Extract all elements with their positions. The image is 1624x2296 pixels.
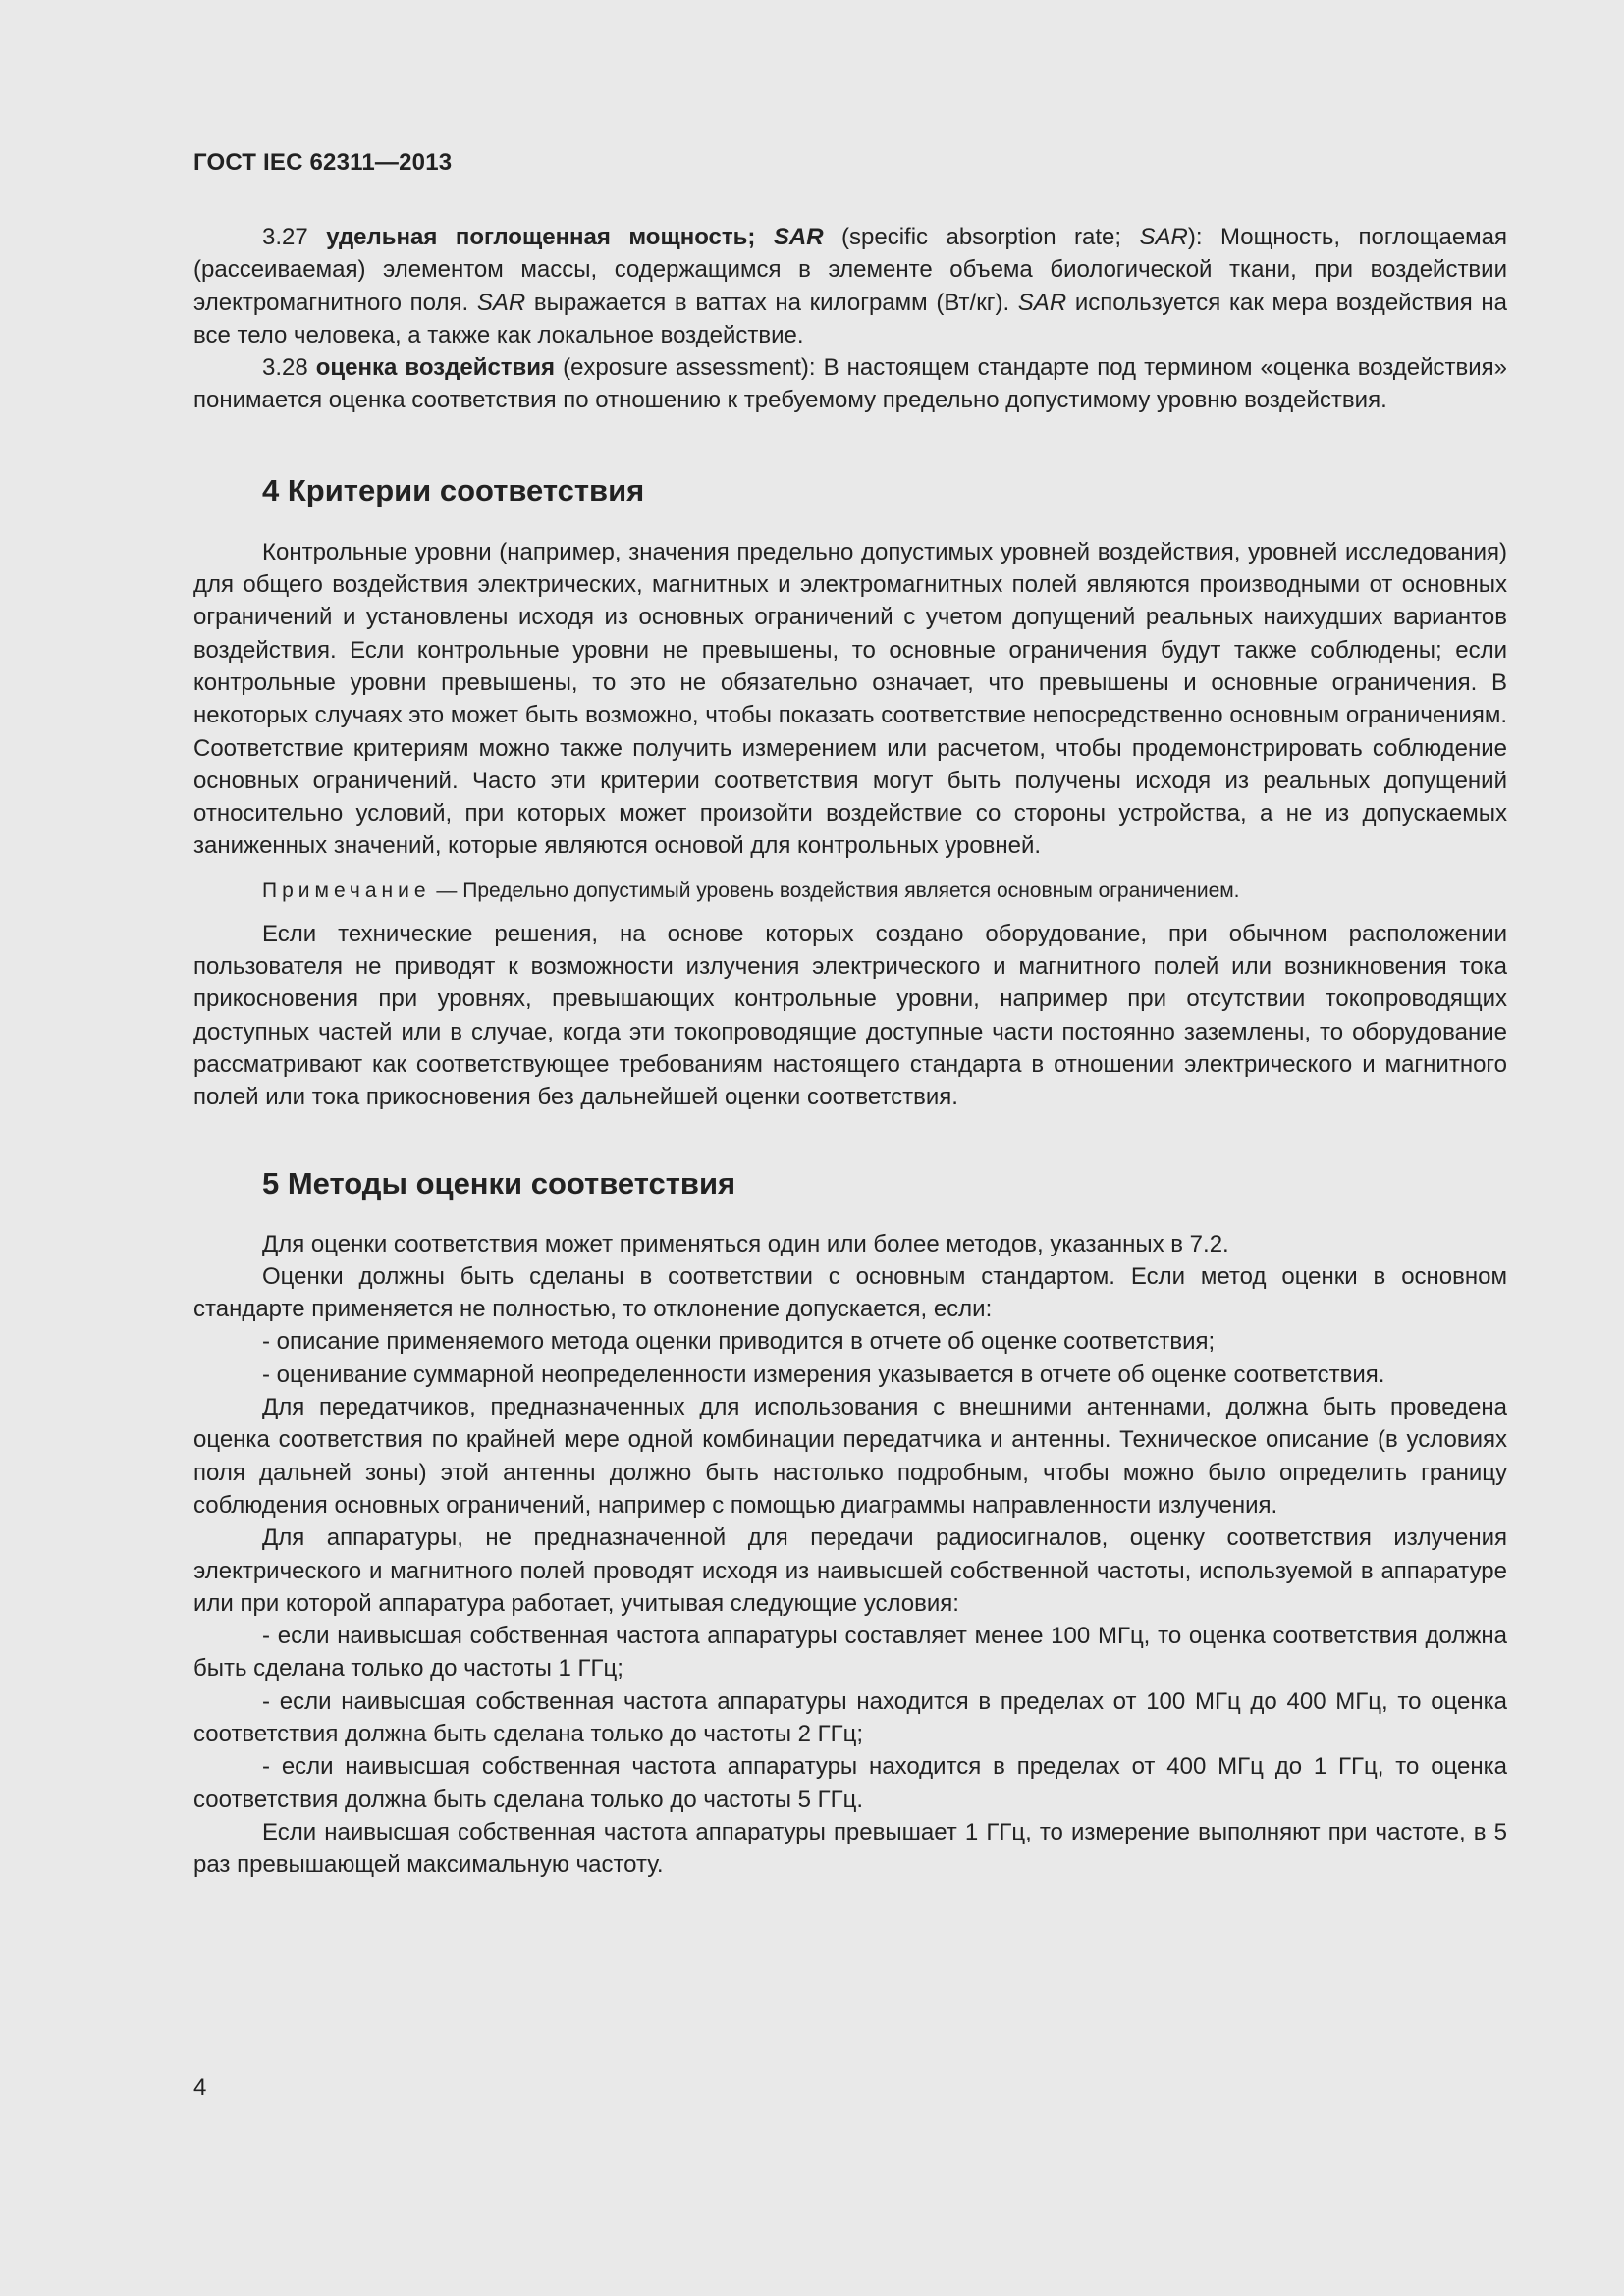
section-5-paragraph: Для аппаратуры, не предназначенной для передачи радиосигналов, оценку соответствия излучения электрического и магнитного полей проводят исходя из наивысшей собственной частоты, используемой в аппаратуре или при которой аппаратура работает, учитывая следующие условия:: [193, 1524, 1507, 1617]
section-4-paragraph-2: Если технические решения, на основе которых создано оборудование, при обычном расположении пользователя не приводят к возможности излучения электрического и магнитного полей или возникновения тока прикосновения при уровнях, превышающих контрольные уровни, например при отсутствии токопроводящих доступных частей или в случае, когда эти токопроводящие доступные части постоянно заземлены, то оборудование рассматривают как соответствующее требованиям настоящего стандарта в отношении электрического и магнитного полей или тока прикосновения без дальнейшей оценки соответствия.: [193, 920, 1507, 1111]
section-5-paragraph: Для передатчиков, предназначенных для использования с внешними антеннами, должна быть проведена оценка соответствия по крайней мере одной комбинации передатчика и антенны. Техническое описание (в условиях поля дальней зоны) этой антенны должно быть настолько подробным, чтобы можно было определить границу соблюдения основных ограничений, например с помощью диаграммы направленности излучения.: [193, 1394, 1507, 1519]
section-4-note: [193, 877, 1507, 906]
section-4-heading: 4 Критерии соответствия: [262, 472, 645, 507]
section-5-paragraph: Оценки должны быть сделаны в соответствии с основным стандартом. Если метод оценки в основном стандарте применяется не полностью, то отклонение допускается, если:: [193, 1262, 1507, 1323]
term-number: 3.27: [262, 224, 308, 250]
section-5-paragraph: Для оценки соответствия может применяться один или более методов, указанных в 7.2.: [262, 1230, 1229, 1257]
section-5-heading: 5 Методы оценки соответствия: [262, 1165, 736, 1201]
term-name: оценка воздействия: [315, 354, 556, 382]
term-name: удельная поглощенная мощность;: [326, 224, 756, 250]
section-5-paragraph: Если наивысшая собственная частота аппаратуры превышает 1 ГГц, то измерение выполняют при частоте, в 5 раз превышающей максимальную частоту.: [193, 1818, 1507, 1879]
section-4-paragraph-1: Контрольные уровни (например, значения предельно допустимых уровней воздействия, уровней исследования) для общего воздействия электрических, магнитных и электромагнитных полей являются производными от основных ограничений и установлены исходя из основных ограничений с учетом допущений реальных наихудших вариантов воздействия. Если контрольные уровни не превышены, то основные ограничения будут также соблюдены; если контрольные уровни превышены, то это не обязательно означает, что превышены и основные ограничения. В некоторых случаях это может быть возможно, чтобы показать соответствие непосредственно основным ограничениям. Соответствие критериям можно также получить измерением или расчетом, чтобы продемонстрировать соблюдение основных ограничений. Часто эти критерии соответствия могут быть получены исходя из реальных допущений относительно условий, при которых может произойти воздействие со стороны устройства, а не из допускаемых заниженных значений, которые являются основой для контрольных уровней.: [193, 538, 1507, 860]
section-5-list-item: - описание применяемого метода оценки приводится в отчете об оценке соответствия;: [262, 1328, 1216, 1356]
page-number: 4: [193, 2074, 207, 2101]
section-5-list-item: - если наивысшая собственная частота аппаратуры находится в пределах от 100 МГц до 400 МГц, то оценка соответствия должна быть сделана только до частоты 2 ГГц;: [193, 1687, 1507, 1747]
note-label: Примечание: [262, 879, 431, 902]
term-definition-part3: используется как мера воздействия на все тело человека, а также как локальное воздействие.: [193, 289, 1507, 348]
section-5-list-item: - оценивание суммарной неопределенности измерения указывается в отчете об оценке соответствия.: [262, 1361, 1385, 1388]
term-definition-part2: выражается в ваттах на килограмм (Вт/кг).: [525, 289, 1018, 316]
note-text: — Предельно допустимый уровень воздействия является основным ограничением.: [430, 879, 1240, 902]
section-5-list-item: - если наивысшая собственная частота аппаратуры составляет менее 100 МГц, то оценка соответствия должна быть сделана только до частоты 1 ГГц;: [193, 1623, 1507, 1682]
term-definition: (exposure assessment): В настоящем стандарте под термином «оценка воздействия» понимается оценка соответствия по отношению к требуемому предельно допустимому уровню воздействия.: [193, 354, 1507, 414]
term-definition-part1: ): Мощность, поглощаемая (рассеиваемая) элементом массы, содержащимся в элементе объема биологической ткани, при воздействии электромагнитного поля.: [193, 224, 1508, 316]
term-definition-sar1: SAR: [476, 289, 526, 316]
term-3-28: [193, 351, 1507, 417]
term-definition-sar2: SAR: [1017, 289, 1067, 316]
section-5-list-item: - если наивысшая собственная частота аппаратуры находится в пределах от 400 МГц до 1 ГГц, то оценка соответствия должна быть сделана только до частоты 5 ГГц.: [193, 1753, 1507, 1813]
document-header: ГОСТ IEC 62311—2013: [193, 149, 453, 176]
term-abbreviation: SAR: [773, 224, 824, 250]
term-number: 3.28: [262, 354, 308, 382]
document-body: [193, 221, 1507, 1881]
term-english-open: (specific absorption rate;: [823, 224, 1140, 250]
term-english-abbr: SAR: [1139, 224, 1188, 250]
term-3-27: [193, 221, 1507, 351]
